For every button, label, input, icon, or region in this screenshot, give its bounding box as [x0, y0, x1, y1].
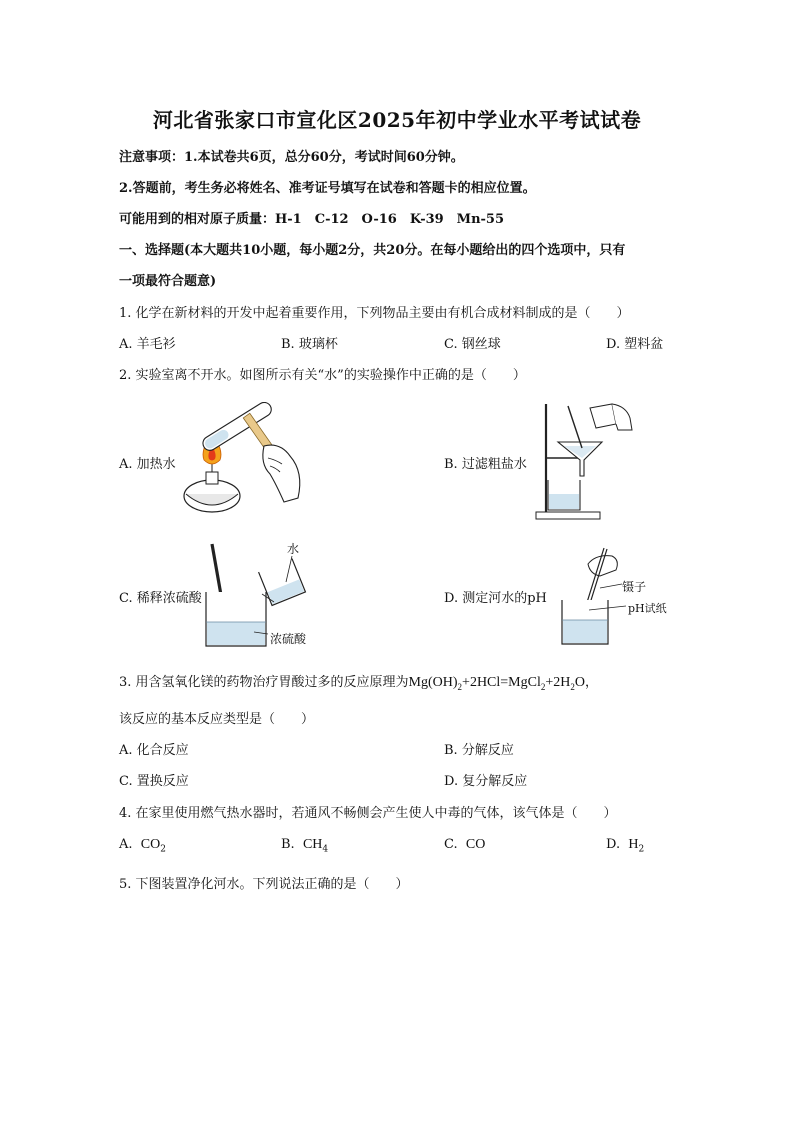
reaction-equation: $Mg(OH)_2+2HCl=MgCl_2+2H_2O$	[408, 675, 585, 692]
q1-option-c: C. 钢丝球	[444, 337, 501, 352]
q5-stem: 5. 下图装置净化河水。下列说法正确的是（ ）	[119, 877, 409, 892]
atomic-mass-line: 可能用到的相对原子质量：H-1 C-12 O-16 K-39 Mn-55	[119, 212, 505, 227]
label-tweezers: 镊子	[622, 580, 647, 594]
q3-option-b: B. 分解反应	[444, 743, 514, 758]
section-heading-line-1: 一、选择题(本大题共10小题，每小题2分，共20分。在每小题给出的四个选项中，只有	[119, 243, 626, 258]
q2-option-d: D. 测定河水的pH	[444, 591, 547, 606]
section-heading-line-2: 一项最符合题意)	[119, 274, 217, 289]
notice-line-2: 2.答题前，考生务必将姓名、准考证号填写在试卷和答题卡的相应位置。	[119, 181, 536, 196]
q4-option-d: D. $H_2$	[606, 837, 645, 855]
q4-option-c: C. CO	[444, 837, 486, 852]
label-ph-paper: pH试纸	[628, 602, 667, 615]
q3-option-c: C. 置换反应	[119, 774, 189, 789]
q3-stem-prefix: 3. 用含氢氧化镁的药物治疗胃酸过多的反应原理为	[119, 675, 409, 690]
q2-option-b: B. 过滤粗盐水	[444, 457, 527, 472]
q3-stem-line-2: 该反应的基本反应类型是（ ）	[119, 712, 315, 727]
q2-stem: 2. 实验室离不开水。如图所示有关“水”的实验操作中正确的是（ ）	[119, 368, 526, 383]
ph-test-figure	[560, 544, 630, 648]
q3-option-d: D. 复分解反应	[444, 774, 528, 789]
q4-option-b: B. $CH_4$	[281, 837, 329, 855]
q2-option-c: C. 稀释浓硫酸	[119, 591, 202, 606]
q2-option-a: A. 加热水	[119, 457, 176, 472]
q4-option-a: A. $CO_2$	[119, 837, 166, 855]
q1-stem: 1. 化学在新材料的开发中起着重要作用，下列物品主要由有机合成材料制成的是（ ）	[119, 306, 630, 321]
q1-option-d: D. 塑料盆	[606, 337, 664, 352]
filtration-figure	[534, 400, 634, 522]
page-title: 河北省张家口市宣化区2025年初中学业水平考试试卷	[152, 108, 642, 132]
label-water: 水	[287, 542, 300, 556]
q1-option-b: B. 玻璃杯	[281, 337, 338, 352]
heating-water-figure	[180, 402, 308, 520]
notice-line-1: 注意事项：1.本试卷共6页，总分60分，考试时间60分钟。	[119, 150, 464, 165]
q4-stem: 4. 在家里使用燃气热水器时，若通风不畅侧会产生使人中毒的气体，该气体是（ ）	[119, 806, 617, 821]
q3-option-a: A. 化合反应	[119, 743, 189, 758]
q3-stem-line-1: 3. 用含氢氧化镁的药物治疗胃酸过多的反应原理为$Mg(OH)_2+2HCl=MgCl_2+2H_2O$，	[119, 675, 599, 692]
q1-option-a: A. 羊毛衫	[119, 337, 176, 352]
label-concentrated-acid: 浓硫酸	[270, 632, 307, 646]
